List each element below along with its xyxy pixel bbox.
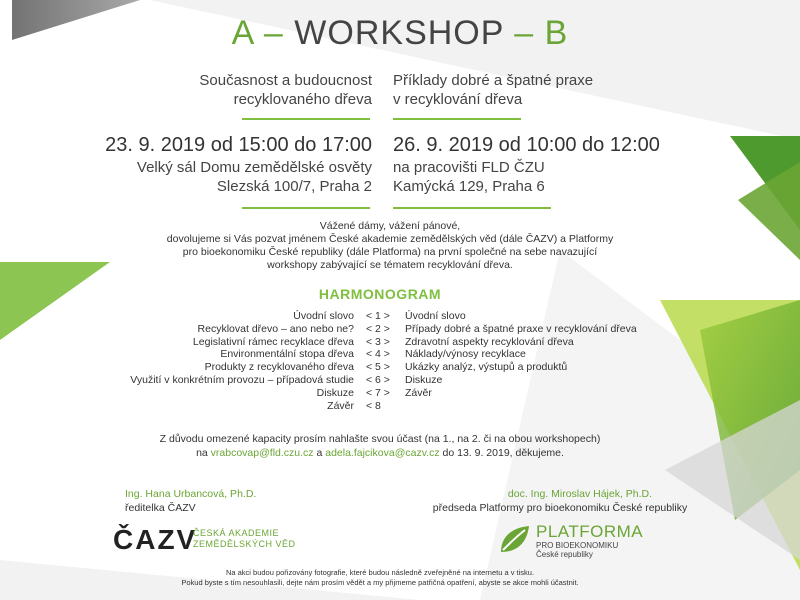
right-signatory-role: předseda Platformy pro bioekonomiku České republiky bbox=[432, 502, 688, 514]
workshop-a-place-line: Velký sál Domu zemědělské osvěty bbox=[136, 159, 372, 176]
workshop-a-date: 23. 9. 2019 od 15:00 do 17:00 bbox=[105, 134, 372, 156]
workshop-b-topic-line: v recyklování dřeva bbox=[393, 91, 523, 108]
divider bbox=[242, 118, 370, 120]
harmonogram-item-a: Produkty z recyklovaného dřeva bbox=[204, 361, 354, 374]
platform-logo-sub bbox=[536, 541, 618, 559]
workshop-b-topic bbox=[393, 71, 693, 109]
harmonogram-number: < 3 > bbox=[366, 335, 390, 348]
registration-line: Z důvodu omezené kapacity prosím nahlašte svou účast (na 1., na 2. či na obou workshopech) bbox=[159, 433, 601, 445]
registration-prefix: na bbox=[196, 447, 208, 459]
email-link[interactable]: adela.fajcikova@cazv.cz bbox=[325, 447, 440, 459]
title-dash: – bbox=[514, 14, 535, 52]
harmonogram-item-a: Závěr bbox=[327, 399, 354, 412]
harmonogram-item-a: Recyklovat dřevo – ano nebo ne? bbox=[197, 322, 354, 335]
footer-line: Na akci budou pořizovány fotografie, které budou následně zveřejněné na internetu a v tisku. bbox=[225, 568, 535, 577]
harmonogram-number: < 4 > bbox=[366, 348, 390, 361]
harmonogram-row bbox=[0, 374, 800, 387]
email-link[interactable]: vrabcovap@fld.czu.cz bbox=[210, 447, 314, 459]
harmonogram-row bbox=[0, 400, 800, 413]
leaf-icon bbox=[498, 522, 532, 556]
workshop-b-place-line: Kamýcká 129, Praha 6 bbox=[393, 178, 545, 195]
registration-conj: a bbox=[316, 447, 323, 459]
workshop-b-place-line: na pracovišti FLD ČZU bbox=[393, 159, 545, 176]
registration-text bbox=[100, 432, 660, 460]
invitation-line: Vážené dámy, vážení pánové, bbox=[319, 220, 461, 232]
harmonogram-item-a: Environmentální stopa dřeva bbox=[220, 348, 354, 361]
workshop-b-date: 26. 9. 2019 od 10:00 do 12:00 bbox=[393, 134, 660, 156]
workshop-a-topic-line: Současnost a budoucnost bbox=[199, 72, 372, 89]
harmonogram-item-a: Legislativní rámec recyklace dřeva bbox=[192, 335, 354, 348]
cazv-logo-sub-line: ZEMĚDĚLSKÝCH VĚD bbox=[193, 539, 296, 549]
harmonogram-item-b: Případy dobré a špatné praxe v recyklování dřeva bbox=[405, 322, 637, 335]
workshop-a-place-line: Slezská 100/7, Praha 2 bbox=[216, 178, 372, 195]
harmonogram-row bbox=[0, 336, 800, 349]
harmonogram-item-b: Ukázky analýz, výstupů a produktů bbox=[405, 361, 568, 374]
harmonogram-row bbox=[0, 387, 800, 400]
workshop-a-topic-line: recyklovaného dřeva bbox=[233, 91, 372, 108]
cazv-logo-sub-line: ČESKÁ AKADEMIE bbox=[193, 528, 280, 538]
harmonogram-row bbox=[0, 310, 800, 323]
platform-logo-sub-line: PRO BIOEKONOMIKU bbox=[536, 541, 619, 550]
harmonogram-number: < 7 > bbox=[366, 386, 390, 399]
harmonogram-item-b: Náklady/výnosy recyklace bbox=[405, 348, 526, 361]
harmonogram-item-a: Využití v konkrétním provozu – případová studie bbox=[130, 373, 354, 386]
invitation-line: dovolujeme si Vás pozvat jménem České akademie zemědělských věd (dále ČAZV) a Platformy bbox=[166, 233, 614, 245]
platform-logo-sub-line: České republiky bbox=[536, 550, 593, 559]
harmonogram-number: < 1 > bbox=[366, 310, 390, 322]
footer-line: Pokud byste s tím nesouhlasili, dejte nám prosím vědět a my přijmeme patřičná opatření, abyste se akce mohli účastnit. bbox=[181, 578, 579, 587]
harmonogram-number: < 5 > bbox=[366, 361, 390, 374]
harmonogram-table bbox=[0, 310, 800, 412]
title-b: B bbox=[544, 14, 569, 52]
registration-line bbox=[100, 446, 660, 460]
cazv-logo-sub bbox=[193, 528, 296, 550]
workshop-a-topic bbox=[100, 71, 372, 109]
invitation-text bbox=[110, 220, 670, 272]
divider bbox=[393, 118, 521, 120]
left-signatory-role: ředitelka ČAZV bbox=[125, 502, 196, 514]
harmonogram-number: < 8 bbox=[366, 399, 381, 412]
harmonogram-number: < 2 > bbox=[366, 322, 390, 335]
invitation-line: pro bioekonomiku České republiky (dále Platforma) na první společné na sebe navazující bbox=[182, 246, 598, 258]
title-a: A bbox=[231, 14, 254, 52]
platform-logo-word: PLATFORMA bbox=[536, 522, 644, 541]
harmonogram-heading: HARMONOGRAM bbox=[318, 286, 442, 302]
harmonogram-row bbox=[0, 323, 800, 336]
harmonogram-item-b: Závěr bbox=[405, 386, 432, 399]
workshop-b-place bbox=[393, 158, 693, 196]
harmonogram-item-b: Zdravotní aspekty recyklování dřeva bbox=[405, 335, 574, 348]
title-dash: – bbox=[263, 14, 284, 52]
cazv-logo-word: ČAZV bbox=[113, 524, 198, 555]
title-workshop: WORKSHOP bbox=[294, 14, 504, 52]
workshop-b-topic-line: Příklady dobré a špatné praxe bbox=[393, 72, 594, 89]
footer-note bbox=[80, 568, 680, 588]
platform-logo bbox=[498, 520, 678, 560]
harmonogram-item-a: Úvodní slovo bbox=[293, 310, 354, 322]
left-signatory-name: Ing. Hana Urbancová, Ph.D. bbox=[125, 488, 257, 500]
divider bbox=[393, 207, 551, 209]
invitation-line: workshopy zabývající se tématem recyklování dřeva. bbox=[267, 259, 513, 271]
harmonogram-row bbox=[0, 361, 800, 374]
harmonogram-item-b: Diskuze bbox=[405, 373, 443, 386]
page-title bbox=[0, 14, 800, 53]
divider bbox=[242, 207, 370, 209]
harmonogram-number: < 6 > bbox=[366, 373, 390, 386]
harmonogram-item-b: Úvodní slovo bbox=[405, 310, 466, 322]
harmonogram-item-a: Diskuze bbox=[316, 386, 354, 399]
workshop-a-place bbox=[60, 158, 372, 196]
cazv-logo bbox=[113, 522, 313, 562]
harmonogram-row bbox=[0, 348, 800, 361]
right-signatory-name: doc. Ing. Miroslav Hájek, Ph.D. bbox=[507, 488, 653, 500]
registration-suffix: do 13. 9. 2019, děkujeme. bbox=[442, 447, 564, 459]
